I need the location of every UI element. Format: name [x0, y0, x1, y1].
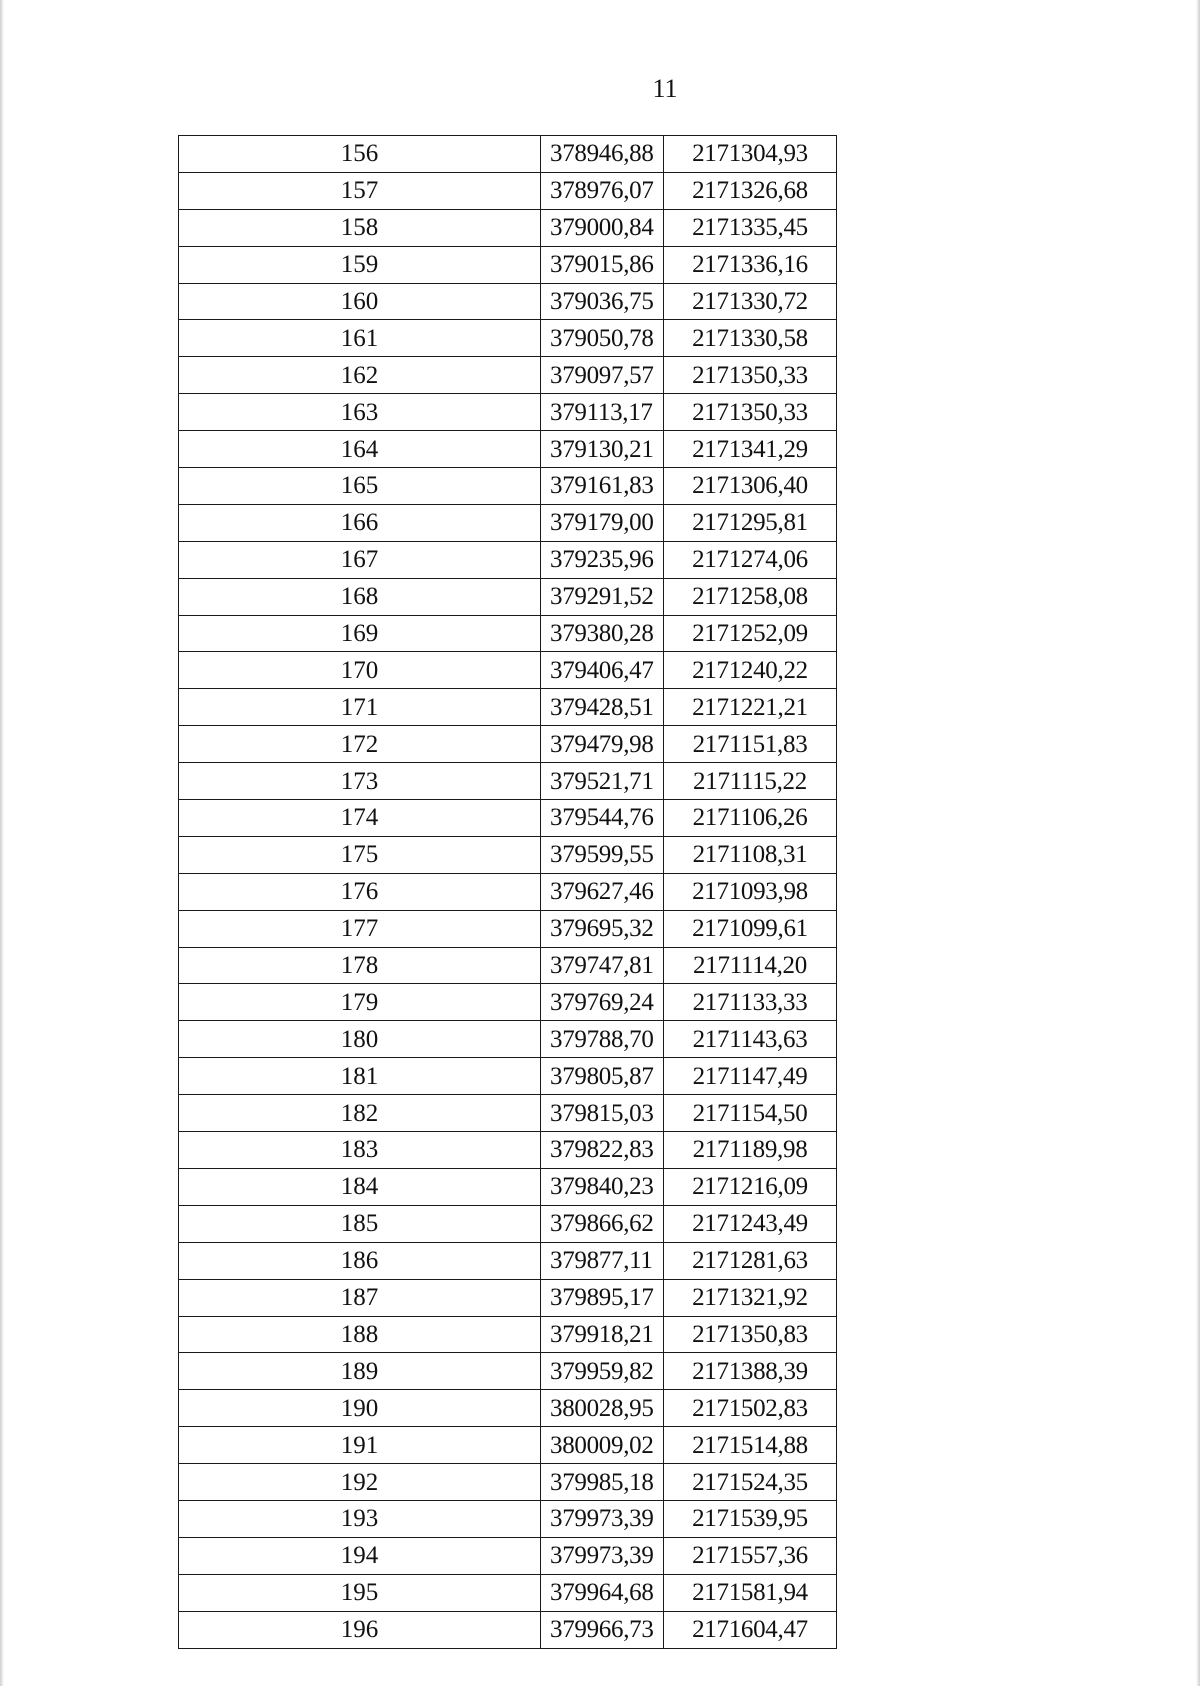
point-number-cell: 190 — [179, 1390, 541, 1427]
x-coordinate-cell: 379985,18 — [541, 1464, 664, 1501]
point-number-cell: 167 — [179, 541, 541, 578]
table-row — [179, 615, 837, 652]
x-coordinate-cell: 380009,02 — [541, 1427, 664, 1464]
table-row — [179, 1537, 837, 1574]
point-number-cell: 175 — [179, 836, 541, 873]
y-coordinate-cell: 2171154,50 — [664, 1095, 837, 1132]
table-row — [179, 136, 837, 173]
table-row — [179, 1132, 837, 1169]
y-coordinate-cell: 2171243,49 — [664, 1205, 837, 1242]
table-row — [179, 1242, 837, 1279]
table-row — [179, 1279, 837, 1316]
point-number-cell: 166 — [179, 504, 541, 541]
y-coordinate-cell: 2171388,39 — [664, 1353, 837, 1390]
point-number-cell: 160 — [179, 283, 541, 320]
table-row — [179, 984, 837, 1021]
y-coordinate-cell: 2171326,68 — [664, 172, 837, 209]
point-number-cell: 172 — [179, 726, 541, 763]
table-row — [179, 541, 837, 578]
point-number-cell: 189 — [179, 1353, 541, 1390]
coordinates-table — [178, 135, 837, 1649]
table-row — [179, 1095, 837, 1132]
table-row — [179, 947, 837, 984]
table-row — [179, 1058, 837, 1095]
point-number-cell: 162 — [179, 357, 541, 394]
y-coordinate-cell: 2171350,33 — [664, 357, 837, 394]
table-row — [179, 1316, 837, 1353]
table-row — [179, 431, 837, 468]
point-number-cell: 187 — [179, 1279, 541, 1316]
point-number-cell: 183 — [179, 1132, 541, 1169]
point-number-cell: 168 — [179, 578, 541, 615]
y-coordinate-cell: 2171295,81 — [664, 504, 837, 541]
y-coordinate-cell: 2171099,61 — [664, 910, 837, 947]
x-coordinate-cell: 379479,98 — [541, 726, 664, 763]
x-coordinate-cell: 379000,84 — [541, 209, 664, 246]
x-coordinate-cell: 378976,07 — [541, 172, 664, 209]
y-coordinate-cell: 2171143,63 — [664, 1021, 837, 1058]
y-coordinate-cell: 2171274,06 — [664, 541, 837, 578]
point-number-cell: 163 — [179, 394, 541, 431]
x-coordinate-cell: 379877,11 — [541, 1242, 664, 1279]
y-coordinate-cell: 2171189,98 — [664, 1132, 837, 1169]
point-number-cell: 184 — [179, 1168, 541, 1205]
point-number-cell: 176 — [179, 873, 541, 910]
point-number-cell: 186 — [179, 1242, 541, 1279]
table-row — [179, 1611, 837, 1648]
y-coordinate-cell: 2171147,49 — [664, 1058, 837, 1095]
y-coordinate-cell: 2171114,20 — [664, 947, 837, 984]
table-row — [179, 172, 837, 209]
point-number-cell: 195 — [179, 1574, 541, 1611]
table-row — [179, 578, 837, 615]
x-coordinate-cell: 379113,17 — [541, 394, 664, 431]
x-coordinate-cell: 379805,87 — [541, 1058, 664, 1095]
y-coordinate-cell: 2171335,45 — [664, 209, 837, 246]
x-coordinate-cell: 379130,21 — [541, 431, 664, 468]
point-number-cell: 171 — [179, 689, 541, 726]
x-coordinate-cell: 379695,32 — [541, 910, 664, 947]
point-number-cell: 180 — [179, 1021, 541, 1058]
x-coordinate-cell: 379895,17 — [541, 1279, 664, 1316]
y-coordinate-cell: 2171252,09 — [664, 615, 837, 652]
table-row — [179, 763, 837, 800]
x-coordinate-cell: 378946,88 — [541, 136, 664, 173]
point-number-cell: 161 — [179, 320, 541, 357]
page-edge-left — [0, 0, 4, 1686]
y-coordinate-cell: 2171557,36 — [664, 1537, 837, 1574]
x-coordinate-cell: 379788,70 — [541, 1021, 664, 1058]
x-coordinate-cell: 379769,24 — [541, 984, 664, 1021]
x-coordinate-cell: 379406,47 — [541, 652, 664, 689]
table-row — [179, 394, 837, 431]
y-coordinate-cell: 2171258,08 — [664, 578, 837, 615]
table-row — [179, 209, 837, 246]
x-coordinate-cell: 379161,83 — [541, 468, 664, 505]
table-row — [179, 836, 837, 873]
table-row — [179, 689, 837, 726]
table-row — [179, 320, 837, 357]
x-coordinate-cell: 379959,82 — [541, 1353, 664, 1390]
y-coordinate-cell: 2171093,98 — [664, 873, 837, 910]
table-row — [179, 652, 837, 689]
table-row — [179, 1390, 837, 1427]
table-row — [179, 283, 837, 320]
x-coordinate-cell: 379822,83 — [541, 1132, 664, 1169]
y-coordinate-cell: 2171524,35 — [664, 1464, 837, 1501]
point-number-cell: 188 — [179, 1316, 541, 1353]
table-row — [179, 1427, 837, 1464]
table-row — [179, 726, 837, 763]
y-coordinate-cell: 2171341,29 — [664, 431, 837, 468]
y-coordinate-cell: 2171321,92 — [664, 1279, 837, 1316]
x-coordinate-cell: 379840,23 — [541, 1168, 664, 1205]
y-coordinate-cell: 2171330,58 — [664, 320, 837, 357]
x-coordinate-cell: 379966,73 — [541, 1611, 664, 1648]
table-row — [179, 504, 837, 541]
x-coordinate-cell: 379964,68 — [541, 1574, 664, 1611]
point-number-cell: 170 — [179, 652, 541, 689]
y-coordinate-cell: 2171330,72 — [664, 283, 837, 320]
table-row — [179, 800, 837, 837]
x-coordinate-cell: 379973,39 — [541, 1500, 664, 1537]
y-coordinate-cell: 2171514,88 — [664, 1427, 837, 1464]
point-number-cell: 194 — [179, 1537, 541, 1574]
x-coordinate-cell: 379627,46 — [541, 873, 664, 910]
x-coordinate-cell: 379050,78 — [541, 320, 664, 357]
point-number-cell: 182 — [179, 1095, 541, 1132]
y-coordinate-cell: 2171304,93 — [664, 136, 837, 173]
table-row — [179, 873, 837, 910]
y-coordinate-cell: 2171106,26 — [664, 800, 837, 837]
x-coordinate-cell: 379599,55 — [541, 836, 664, 873]
coordinates-table-body — [179, 136, 837, 1649]
page-number: 11 — [652, 74, 678, 103]
table-row — [179, 910, 837, 947]
point-number-cell: 192 — [179, 1464, 541, 1501]
point-number-cell: 193 — [179, 1500, 541, 1537]
y-coordinate-cell: 2171108,31 — [664, 836, 837, 873]
x-coordinate-cell: 379428,51 — [541, 689, 664, 726]
y-coordinate-cell: 2171350,83 — [664, 1316, 837, 1353]
x-coordinate-cell: 380028,95 — [541, 1390, 664, 1427]
table-row — [179, 1574, 837, 1611]
table-row — [179, 1021, 837, 1058]
point-number-cell: 185 — [179, 1205, 541, 1242]
point-number-cell: 177 — [179, 910, 541, 947]
point-number-cell: 159 — [179, 246, 541, 283]
x-coordinate-cell: 379291,52 — [541, 578, 664, 615]
point-number-cell: 179 — [179, 984, 541, 1021]
x-coordinate-cell: 379380,28 — [541, 615, 664, 652]
y-coordinate-cell: 2171539,95 — [664, 1500, 837, 1537]
y-coordinate-cell: 2171133,33 — [664, 984, 837, 1021]
table-row — [179, 1168, 837, 1205]
point-number-cell: 169 — [179, 615, 541, 652]
y-coordinate-cell: 2171604,47 — [664, 1611, 837, 1648]
x-coordinate-cell: 379747,81 — [541, 947, 664, 984]
point-number-cell: 174 — [179, 800, 541, 837]
point-number-cell: 156 — [179, 136, 541, 173]
point-number-cell: 178 — [179, 947, 541, 984]
x-coordinate-cell: 379973,39 — [541, 1537, 664, 1574]
point-number-cell: 181 — [179, 1058, 541, 1095]
point-number-cell: 191 — [179, 1427, 541, 1464]
x-coordinate-cell: 379235,96 — [541, 541, 664, 578]
point-number-cell: 157 — [179, 172, 541, 209]
x-coordinate-cell: 379015,86 — [541, 246, 664, 283]
y-coordinate-cell: 2171336,16 — [664, 246, 837, 283]
y-coordinate-cell: 2171281,63 — [664, 1242, 837, 1279]
x-coordinate-cell: 379866,62 — [541, 1205, 664, 1242]
table-row — [179, 1205, 837, 1242]
point-number-cell: 165 — [179, 468, 541, 505]
x-coordinate-cell: 379097,57 — [541, 357, 664, 394]
point-number-cell: 158 — [179, 209, 541, 246]
y-coordinate-cell: 2171581,94 — [664, 1574, 837, 1611]
table-row — [179, 1464, 837, 1501]
table-row — [179, 1500, 837, 1537]
y-coordinate-cell: 2171306,40 — [664, 468, 837, 505]
point-number-cell: 164 — [179, 431, 541, 468]
table-row — [179, 357, 837, 394]
y-coordinate-cell: 2171151,83 — [664, 726, 837, 763]
y-coordinate-cell: 2171216,09 — [664, 1168, 837, 1205]
y-coordinate-cell: 2171350,33 — [664, 394, 837, 431]
table-row — [179, 1353, 837, 1390]
y-coordinate-cell: 2171115,22 — [664, 763, 837, 800]
table-row — [179, 468, 837, 505]
x-coordinate-cell: 379815,03 — [541, 1095, 664, 1132]
x-coordinate-cell: 379036,75 — [541, 283, 664, 320]
point-number-cell: 173 — [179, 763, 541, 800]
x-coordinate-cell: 379544,76 — [541, 800, 664, 837]
y-coordinate-cell: 2171221,21 — [664, 689, 837, 726]
y-coordinate-cell: 2171502,83 — [664, 1390, 837, 1427]
x-coordinate-cell: 379521,71 — [541, 763, 664, 800]
x-coordinate-cell: 379179,00 — [541, 504, 664, 541]
y-coordinate-cell: 2171240,22 — [664, 652, 837, 689]
x-coordinate-cell: 379918,21 — [541, 1316, 664, 1353]
page-edge-right — [1196, 0, 1200, 1686]
table-row — [179, 246, 837, 283]
point-number-cell: 196 — [179, 1611, 541, 1648]
